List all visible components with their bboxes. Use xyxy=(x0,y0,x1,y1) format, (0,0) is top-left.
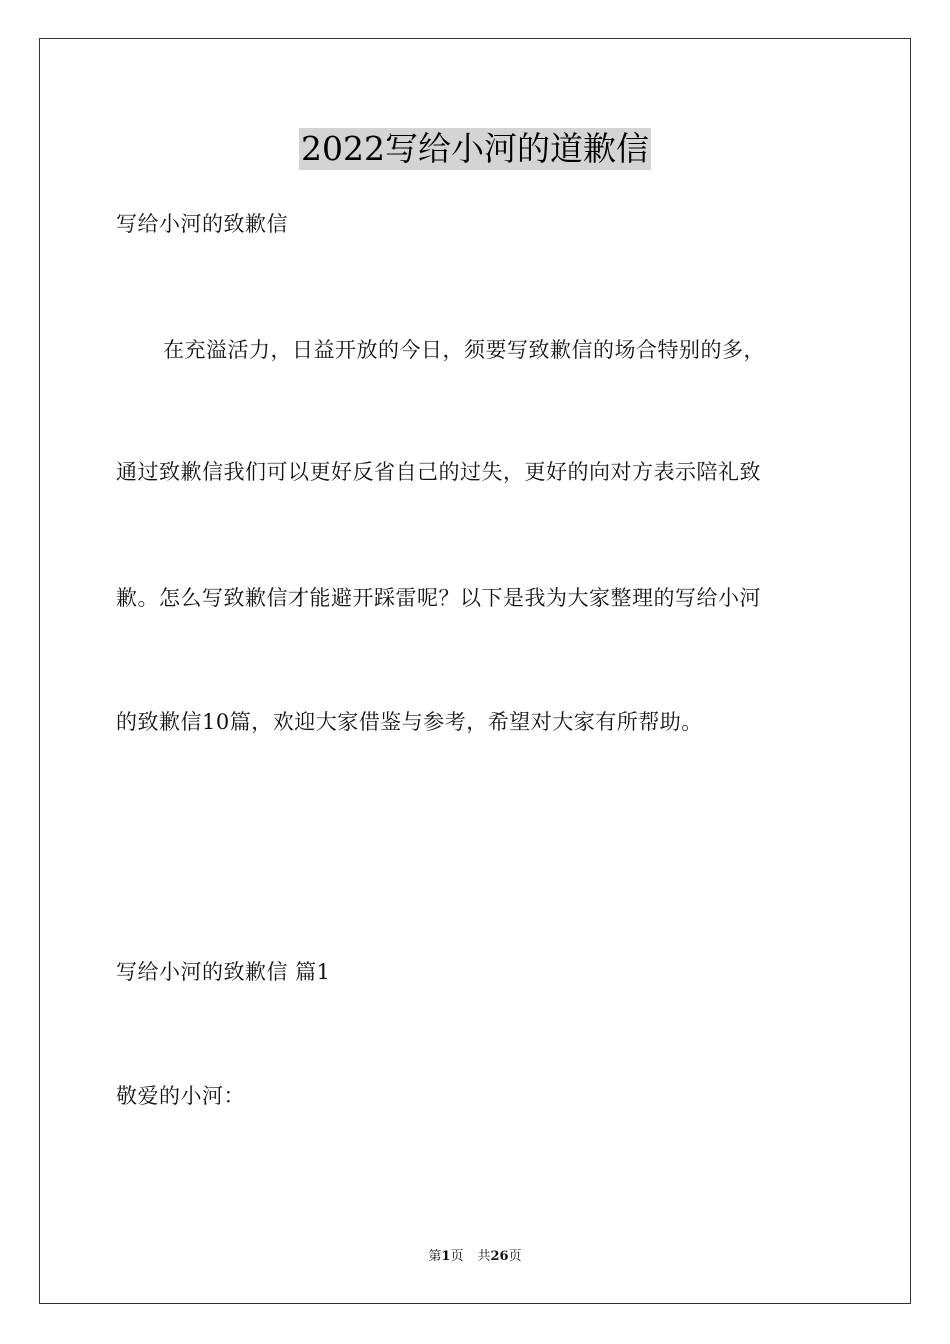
total-pages: 26 xyxy=(490,1249,509,1264)
intro-line-3: 歉。怎么写致歉信才能避开踩雷呢？以下是我为大家整理的写给小河 xyxy=(116,586,761,610)
intro-line-1: 在充溢活力，日益开放的今日，须要写致歉信的场合特别的多， xyxy=(163,338,765,362)
intro-line-4: 的致歉信10篇，欢迎大家借鉴与参考，希望对大家有所帮助。 xyxy=(116,710,703,734)
page-footer xyxy=(0,1248,950,1266)
document-subtitle: 写给小河的致歉信 xyxy=(116,212,288,236)
intro-line-2: 通过致歉信我们可以更好反省自己的过失，更好的向对方表示陪礼致 xyxy=(116,460,761,484)
total-prefix: 共 xyxy=(477,1249,491,1264)
page-prefix: 第 xyxy=(428,1249,442,1264)
total-suffix: 页 xyxy=(508,1249,522,1264)
section-heading: 写给小河的致歉信 篇1 xyxy=(116,960,331,984)
title-container xyxy=(0,128,950,170)
salutation: 敬爱的小河： xyxy=(116,1084,245,1108)
document-title: 2022写给小河的道歉信 xyxy=(301,129,649,168)
page-number: 1 xyxy=(441,1249,451,1264)
page-suffix: 页 xyxy=(450,1249,464,1264)
